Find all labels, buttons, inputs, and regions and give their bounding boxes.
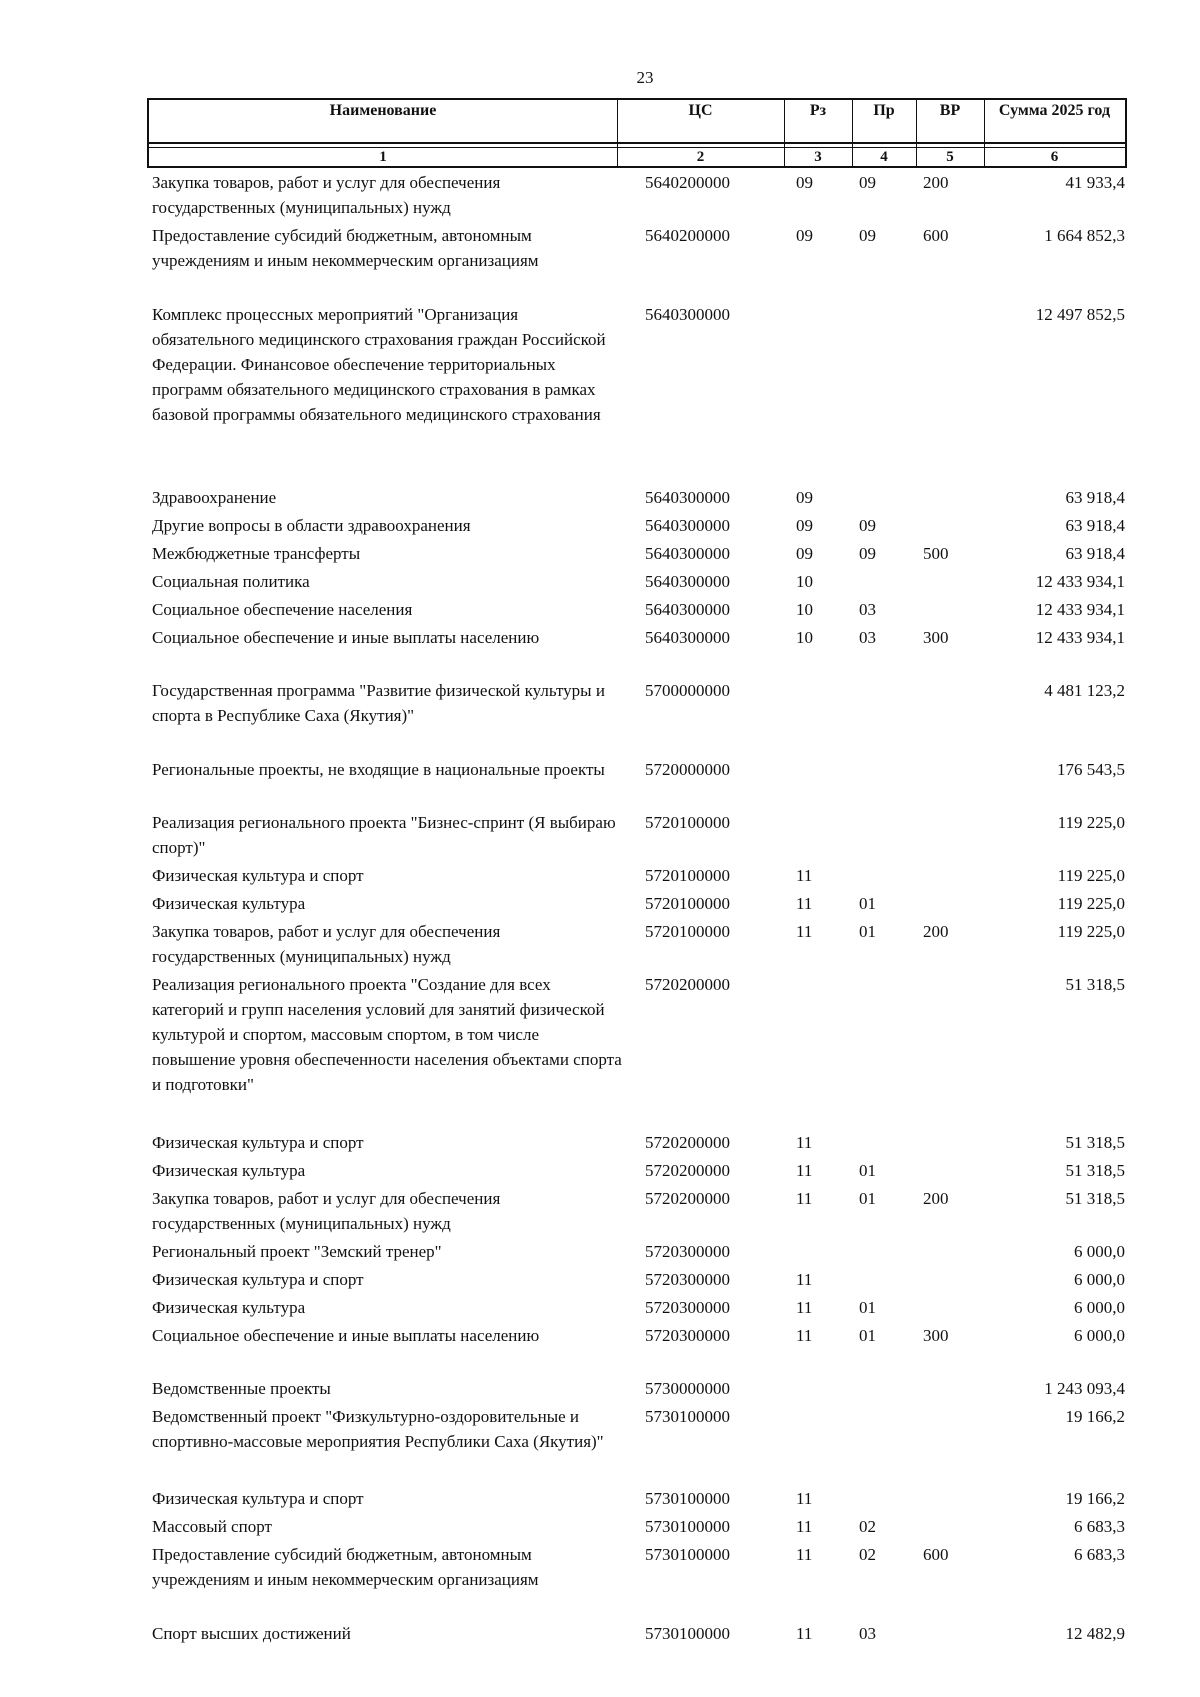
row-rz: 11: [796, 1133, 813, 1152]
row-sum: 19 166,2: [1065, 1489, 1125, 1508]
row-vr: 200: [923, 922, 949, 941]
row-sum: 63 918,4: [1065, 488, 1125, 507]
row-name: Ведомственный проект "Физкультурно-оздоровительные и спортивно-массовые мероприятия Республики Саха (Якутия)": [152, 1407, 604, 1451]
row-cs: 5640300000: [645, 600, 730, 619]
row-rz: 11: [796, 866, 813, 885]
row-rz: 10: [796, 628, 813, 647]
row-name: Физическая культура: [152, 894, 306, 913]
row-cs: 5720300000: [645, 1326, 730, 1345]
row-pr: 01: [859, 1298, 876, 1317]
table-header: [147, 98, 1127, 168]
row-cs: 5720000000: [645, 760, 730, 779]
row-sum: 51 318,5: [1065, 975, 1125, 994]
row-cs: 5640300000: [645, 305, 730, 324]
row-sum: 6 683,3: [1074, 1517, 1125, 1536]
row-name: Социальное обеспечение и иные выплаты населению: [152, 1326, 540, 1345]
row-vr: 600: [923, 1545, 949, 1564]
row-name: Физическая культура и спорт: [152, 1489, 364, 1508]
row-sum: 19 166,2: [1065, 1407, 1125, 1426]
row-name: Закупка товаров, работ и услуг для обеспечения государственных (муниципальных) нужд: [152, 1189, 501, 1233]
row-name: Социальная политика: [152, 572, 310, 591]
row-pr: 01: [859, 922, 876, 941]
row-cs: 5730100000: [645, 1407, 730, 1426]
row-rz: 11: [796, 922, 813, 941]
row-rz: 11: [796, 1189, 813, 1208]
row-sum: 51 318,5: [1065, 1133, 1125, 1152]
row-rz: 11: [796, 1270, 813, 1289]
row-cs: 5730000000: [645, 1379, 730, 1398]
header-col-cs: [617, 100, 784, 166]
row-cs: 5720300000: [645, 1242, 730, 1261]
row-name: Массовый спорт: [152, 1517, 272, 1536]
row-pr: 03: [859, 628, 876, 647]
row-sum: 6 000,0: [1074, 1298, 1125, 1317]
row-name: Закупка товаров, работ и услуг для обеспечения государственных (муниципальных) нужд: [152, 173, 501, 217]
row-pr: 09: [859, 173, 876, 192]
row-rz: 11: [796, 1326, 813, 1345]
row-cs: 5720300000: [645, 1270, 730, 1289]
row-cs: 5640300000: [645, 544, 730, 563]
row-vr: 300: [923, 628, 949, 647]
row-sum: 12 433 934,1: [1035, 572, 1125, 591]
row-cs: 5720300000: [645, 1298, 730, 1317]
row-sum: 12 433 934,1: [1035, 600, 1125, 619]
row-sum: 12 433 934,1: [1035, 628, 1125, 647]
row-sum: 63 918,4: [1065, 544, 1125, 563]
row-cs: 5640200000: [645, 173, 730, 192]
row-cs: 5720100000: [645, 922, 730, 941]
row-name: Физическая культура и спорт: [152, 866, 364, 885]
row-rz: 09: [796, 544, 813, 563]
row-name: Ведомственные проекты: [152, 1379, 331, 1398]
row-sum: 51 318,5: [1065, 1189, 1125, 1208]
row-name: Государственная программа "Развитие физической культуры и спорта в Республике Саха (Якутия)": [152, 681, 605, 725]
row-name: Комплекс процессных мероприятий "Организация обязательного медицинского страхования граждан Российской Федерации. Финансовое обеспечение территориальных программ обязательного медицинского страхования в рамках базовой программы обязательного медицинского страхования: [152, 305, 606, 424]
row-sum: 12 497 852,5: [1035, 305, 1125, 324]
row-cs: 5640200000: [645, 226, 730, 245]
row-cs: 5700000000: [645, 681, 730, 700]
row-name: Другие вопросы в области здравоохранения: [152, 516, 471, 535]
row-sum: 12 482,9: [1065, 1624, 1125, 1643]
row-sum: 1 243 093,4: [1044, 1379, 1125, 1398]
row-rz: 09: [796, 516, 813, 535]
header-col-vr: [916, 100, 984, 166]
row-sum: 119 225,0: [1057, 866, 1125, 885]
row-sum: 119 225,0: [1057, 922, 1125, 941]
row-name: Социальное обеспечение населения: [152, 600, 413, 619]
row-pr: 09: [859, 226, 876, 245]
row-name: Закупка товаров, работ и услуг для обеспечения государственных (муниципальных) нужд: [152, 922, 501, 966]
header-col-sum: [984, 100, 1125, 166]
row-sum: 51 318,5: [1065, 1161, 1125, 1180]
row-name: Здравоохранение: [152, 488, 277, 507]
row-cs: 5720100000: [645, 866, 730, 885]
row-pr: 02: [859, 1545, 876, 1564]
header-title: Сумма 2025 год: [998, 102, 1111, 119]
row-vr: 300: [923, 1326, 949, 1345]
row-rz: 11: [796, 1624, 813, 1643]
row-pr: 01: [859, 1161, 876, 1180]
row-cs: 5720200000: [645, 1133, 730, 1152]
header-col-pr: [852, 100, 916, 166]
row-vr: 500: [923, 544, 949, 563]
row-name: Региональные проекты, не входящие в национальные проекты: [152, 760, 605, 779]
header-title: Наименование: [329, 102, 437, 119]
row-name: Физическая культура и спорт: [152, 1133, 364, 1152]
row-pr: 03: [859, 600, 876, 619]
row-pr: 09: [859, 544, 876, 563]
row-rz: 10: [796, 600, 813, 619]
row-cs: 5720200000: [645, 975, 730, 994]
row-sum: 119 225,0: [1057, 813, 1125, 832]
row-rz: 09: [796, 226, 813, 245]
row-name: Предоставление субсидий бюджетным, автономным учреждениям и иным некоммерческим организациям: [152, 1545, 539, 1589]
header-title: Рз: [809, 102, 827, 119]
header-col-name: [149, 100, 617, 166]
row-name: Региональный проект "Земский тренер": [152, 1242, 442, 1261]
header-col-number: 3: [814, 149, 822, 165]
row-name: Физическая культура: [152, 1161, 306, 1180]
header-col-number: 2: [696, 149, 705, 165]
row-cs: 5730100000: [645, 1489, 730, 1508]
row-cs: 5640300000: [645, 488, 730, 507]
row-sum: 176 543,5: [1057, 760, 1125, 779]
row-vr: 200: [923, 1189, 949, 1208]
row-sum: 63 918,4: [1065, 516, 1125, 535]
row-sum: 119 225,0: [1057, 894, 1125, 913]
row-name: Социальное обеспечение и иные выплаты населению: [152, 628, 540, 647]
row-name: Реализация регионального проекта "Бизнес-спринт (Я выбираю спорт)": [152, 813, 616, 857]
row-rz: 09: [796, 488, 813, 507]
header-title: ВР: [939, 102, 961, 119]
row-cs: 5720100000: [645, 894, 730, 913]
row-pr: 01: [859, 894, 876, 913]
row-cs: 5720200000: [645, 1189, 730, 1208]
row-sum: 6 000,0: [1074, 1326, 1125, 1345]
row-pr: 03: [859, 1624, 876, 1643]
row-pr: 09: [859, 516, 876, 535]
row-rz: 09: [796, 173, 813, 192]
row-vr: 200: [923, 173, 949, 192]
row-sum: 4 481 123,2: [1044, 681, 1125, 700]
row-name: Реализация регионального проекта "Создание для всех категорий и групп населения условий для занятий физической культурой и спортом, массовым спортом, в том числе повышение уровня обеспеченности населения объектами спорта и подготовки": [152, 975, 622, 1094]
header-col-number: 1: [379, 149, 387, 165]
row-name: Спорт высших достижений: [152, 1624, 351, 1643]
header-col-number: 4: [880, 149, 888, 165]
row-name: Физическая культура и спорт: [152, 1270, 364, 1289]
row-pr: 01: [859, 1189, 876, 1208]
row-cs: 5730100000: [645, 1517, 730, 1536]
row-rz: 11: [796, 1517, 813, 1536]
row-pr: 02: [859, 1517, 876, 1536]
page-number: 23: [636, 68, 654, 87]
row-sum: 1 664 852,3: [1044, 226, 1125, 245]
row-cs: 5720100000: [645, 813, 730, 832]
header-title: Пр: [873, 102, 895, 119]
row-rz: 11: [796, 1545, 813, 1564]
row-cs: 5640300000: [645, 572, 730, 591]
row-name: Физическая культура: [152, 1298, 306, 1317]
header-title: ЦС: [688, 102, 713, 119]
header-col-rz: [784, 100, 852, 166]
row-vr: 600: [923, 226, 949, 245]
row-rz: 11: [796, 1298, 813, 1317]
row-sum: 41 933,4: [1065, 173, 1125, 192]
row-cs: 5640300000: [645, 628, 730, 647]
row-sum: 6 683,3: [1074, 1545, 1125, 1564]
row-cs: 5730100000: [645, 1624, 730, 1643]
header-col-number: 5: [946, 149, 954, 165]
row-pr: 01: [859, 1326, 876, 1345]
row-cs: 5640300000: [645, 516, 730, 535]
row-rz: 11: [796, 894, 813, 913]
row-name: Предоставление субсидий бюджетным, автономным учреждениям и иным некоммерческим организациям: [152, 226, 539, 270]
header-col-number: 6: [1050, 149, 1059, 165]
row-sum: 6 000,0: [1074, 1270, 1125, 1289]
row-rz: 11: [796, 1161, 813, 1180]
row-cs: 5730100000: [645, 1545, 730, 1564]
row-rz: 11: [796, 1489, 813, 1508]
row-rz: 10: [796, 572, 813, 591]
row-name: Межбюджетные трансферты: [152, 544, 361, 563]
row-cs: 5720200000: [645, 1161, 730, 1180]
row-sum: 6 000,0: [1074, 1242, 1125, 1261]
